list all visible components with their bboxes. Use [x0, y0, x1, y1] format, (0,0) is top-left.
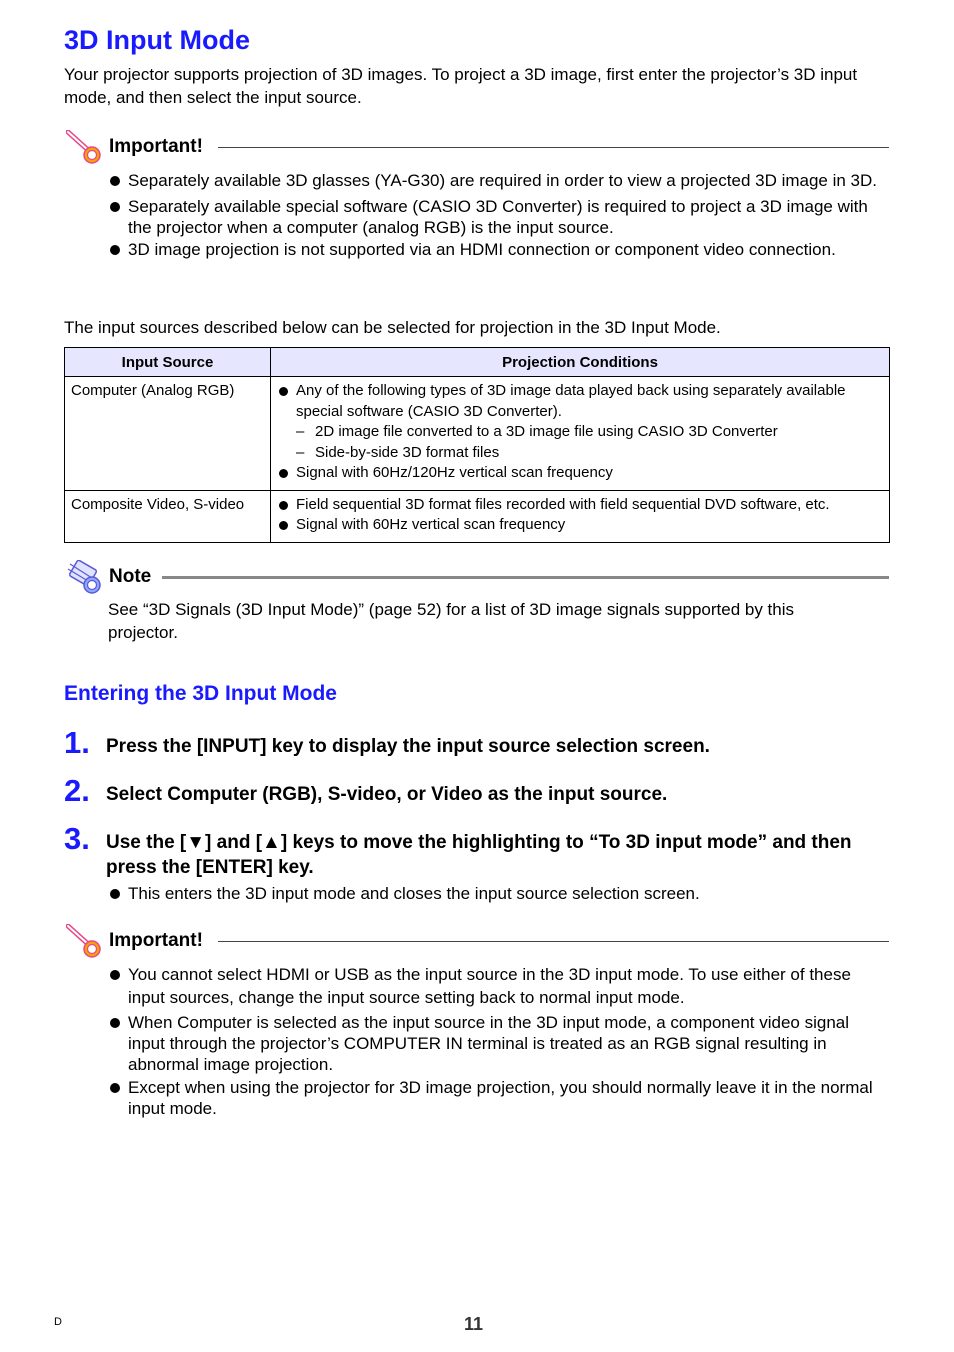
note-label: Note: [109, 566, 152, 587]
list-item: Field sequential 3D format files recorded with field sequential DVD software, etc.: [277, 495, 883, 516]
note-callout-header: [66, 560, 889, 590]
sub-list-item: – Side-by-side 3D format files: [296, 443, 500, 461]
bullet-icon: [110, 1018, 120, 1028]
step-number: 2.: [64, 773, 90, 808]
input-source-table: [64, 347, 890, 543]
step-number: 3.: [64, 821, 90, 856]
bullet-icon: [110, 889, 120, 899]
table-row: [65, 377, 890, 491]
bullet-icon: [279, 387, 288, 396]
column-header: Projection Conditions: [271, 348, 890, 377]
divider: [218, 941, 889, 942]
step-3-notes: [108, 883, 890, 904]
important-list: [108, 963, 890, 1119]
bullet-icon: [110, 1083, 120, 1093]
important-callout-header: [66, 130, 889, 160]
step-text: Use the [▼] and [▲] keys to move the highlighting to “To 3D input mode” and then press the [ENTER] key.: [106, 832, 852, 878]
step-number: 1.: [64, 725, 90, 760]
section-heading: Entering the 3D Input Mode: [64, 682, 337, 705]
important-label: Important!: [109, 930, 203, 951]
intro-paragraph: Your projector supports projection of 3D images. To project a 3D image, first enter the projector’s 3D input mode, and then select the input source.: [64, 65, 858, 107]
list-item: Any of the following types of 3D image data played back using separately available special software (CASIO 3D Converter).: [277, 381, 883, 422]
list-item: Except when using the projector for 3D image projection, you should normally leave it in the normal input mode.: [108, 1077, 890, 1119]
table-intro: The input sources described below can be selected for projection in the 3D Input Mode.: [64, 318, 721, 337]
bullet-icon: [110, 970, 120, 980]
notepad-icon: [66, 560, 106, 594]
list-item: This enters the 3D input mode and closes the input source selection screen.: [108, 883, 890, 904]
list-item: Separately available 3D glasses (YA-G30) are required in order to view a projected 3D image in 3D.: [108, 170, 890, 191]
table-cell: Computer (Analog RGB): [65, 377, 271, 491]
table-cell: [271, 377, 890, 491]
note-text: See “3D Signals (3D Input Mode)” (page 52) for a list of 3D image signals supported by this projector.: [108, 600, 795, 642]
bullet-icon: [279, 469, 288, 478]
list-item: Separately available special software (CASIO 3D Converter) is required to project a 3D image with the projector when a computer (analog RGB) is the input source.: [108, 196, 890, 238]
important-list: [108, 170, 890, 260]
page-number: 11: [464, 1314, 484, 1334]
footer-code: D: [54, 1316, 62, 1328]
list-item: Signal with 60Hz vertical scan frequency: [277, 515, 883, 536]
pencil-icon: [66, 924, 106, 958]
list-item: When Computer is selected as the input source in the 3D input mode, a component video signal input through the projector’s COMPUTER IN terminal is treated as an RGB signal resulting in abnormal image projection.: [108, 1012, 890, 1075]
table-cell: [271, 490, 890, 542]
bullet-icon: [110, 245, 120, 255]
list-item: You cannot select HDMI or USB as the input source in the 3D input mode. To use either of these input sources, change the input source setting back to normal input mode.: [108, 963, 890, 1009]
divider: [218, 147, 889, 148]
step-text: Select Computer (RGB), S-video, or Video as the input source.: [106, 784, 668, 805]
list-item: Signal with 60Hz/120Hz vertical scan frequency: [277, 463, 883, 484]
bullet-icon: [279, 521, 288, 530]
list-item: 3D image projection is not supported via an HDMI connection or component video connection.: [108, 239, 890, 260]
bullet-icon: [110, 202, 120, 212]
page-title: 3D Input Mode: [64, 25, 250, 55]
important-callout-header: [66, 924, 889, 954]
sub-list-item: – 2D image file converted to a 3D image file using CASIO 3D Converter: [296, 423, 778, 440]
table-header-row: [65, 348, 890, 377]
bullet-icon: [110, 176, 120, 186]
column-header: Input Source: [65, 348, 271, 377]
step-text: Press the [INPUT] key to display the input source selection screen.: [106, 736, 710, 757]
pencil-icon: [66, 130, 106, 164]
divider: [162, 576, 889, 579]
important-label: Important!: [109, 136, 203, 157]
table-cell: Composite Video, S-video: [65, 490, 271, 542]
bullet-icon: [279, 501, 288, 510]
table-row: [65, 490, 890, 542]
